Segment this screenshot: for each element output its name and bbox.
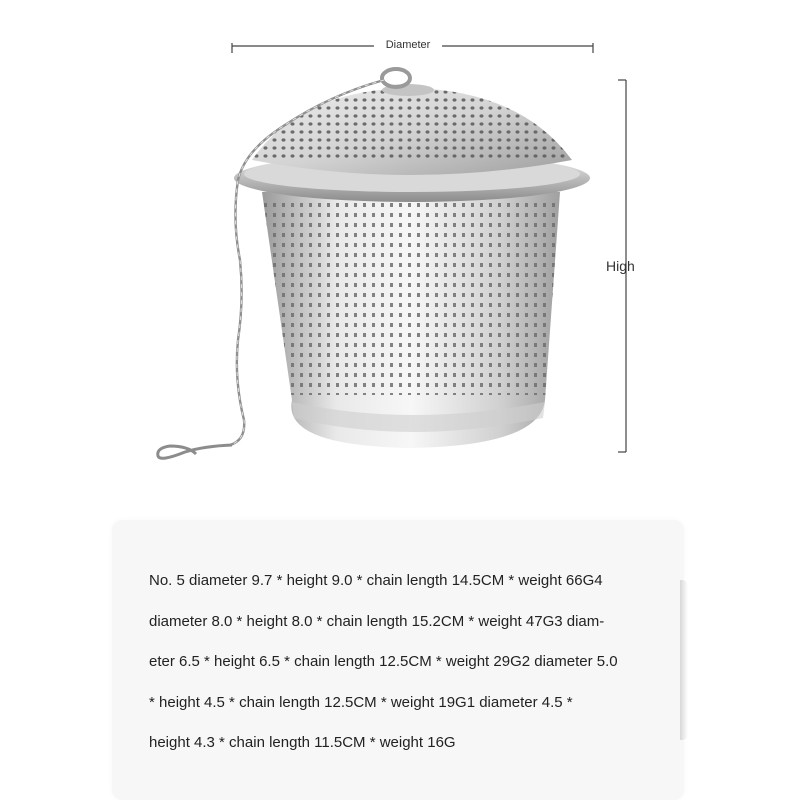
spec-line: height 4.3 * chain length 11.5CM * weight 16G: [149, 734, 456, 752]
height-label: High: [606, 258, 635, 274]
spec-line: * height 4.5 * chain length 12.5CM * weight 19G1 diameter 4.5 *: [149, 693, 573, 711]
spec-line: No. 5 diameter 9.7 * height 9.0 * chain length 14.5CM * weight 66G4: [149, 572, 603, 589]
infuser-body: [262, 192, 562, 448]
diameter-label: Diameter: [374, 39, 442, 51]
specs-text: [149, 561, 649, 764]
spec-line: eter 6.5 * height 6.5 * chain length 12.5CM * weight 29G2 diameter 5.0: [149, 653, 618, 671]
hook: [158, 445, 232, 458]
panel-edge-shadow: [680, 580, 688, 740]
spec-line: diameter 8.0 * height 8.0 * chain length 15.2CM * weight 47G3 diam-: [149, 612, 605, 630]
top-ring: [382, 69, 410, 87]
infuser-lid: [252, 84, 572, 175]
